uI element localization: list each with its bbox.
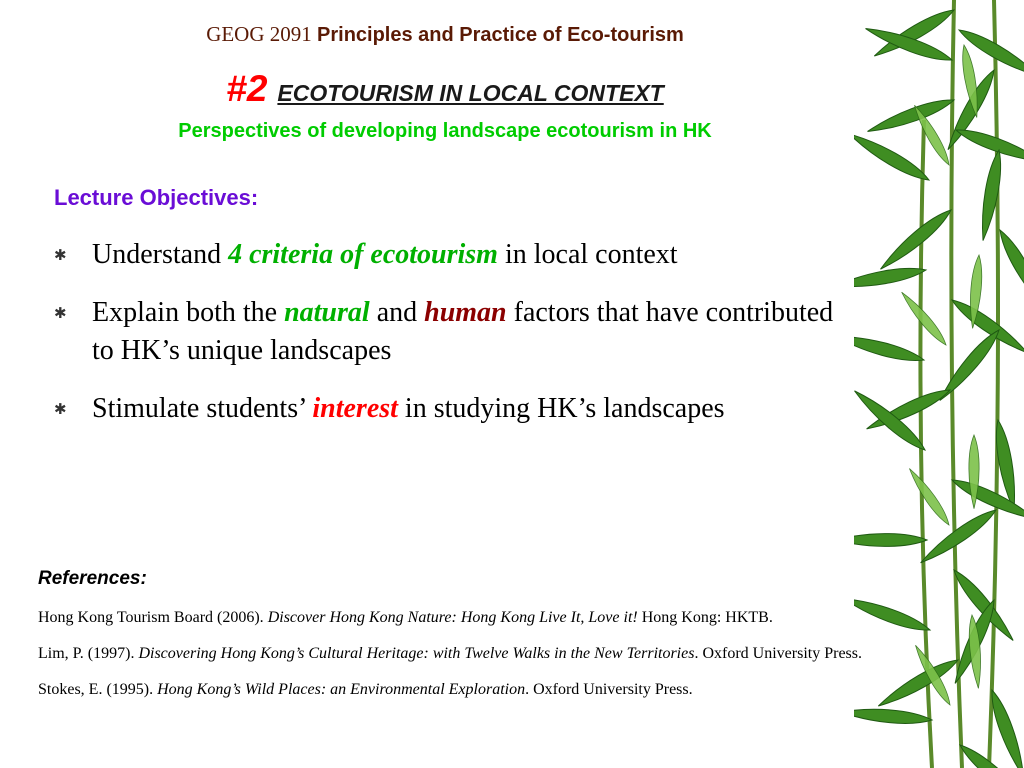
- reference-publisher: Hong Kong: HKTB.: [637, 609, 773, 626]
- references-heading: References:: [38, 568, 147, 589]
- objective-text: Explain both the: [92, 297, 285, 328]
- reference-title: Discover Hong Kong Nature: Hong Kong Live It, Love it!: [267, 609, 638, 626]
- objective-highlight-natural: natural: [284, 297, 370, 328]
- course-line: [0, 22, 890, 47]
- reference-publisher: . Oxford University Press.: [525, 681, 693, 698]
- lecture-subtitle: Perspectives of developing landscape ecotourism in HK: [178, 120, 712, 142]
- objective-text: Understand: [92, 239, 229, 270]
- reference-author: Lim, P. (1997).: [38, 645, 139, 662]
- reference-author: Hong Kong Tourism Board (2006).: [38, 609, 268, 626]
- objectives-list: [54, 236, 854, 448]
- reference-item: [38, 643, 898, 665]
- objective-highlight: 4 criteria of ecotourism: [228, 239, 498, 270]
- course-code: GEOG 2091: [206, 22, 312, 46]
- objective-item: [54, 390, 854, 428]
- asterisk-bullet-icon: ✱: [54, 306, 67, 322]
- objective-highlight-interest: interest: [312, 393, 398, 424]
- lecture-line: [0, 68, 890, 110]
- lecture-title: ECOTOURISM IN LOCAL CONTEXT: [277, 80, 664, 106]
- reference-title: Discovering Hong Kong’s Cultural Heritage: with Twelve Walks in the New Territories: [138, 645, 695, 662]
- objective-text: in local context: [497, 239, 678, 270]
- reference-author: Stokes, E. (1995).: [38, 681, 158, 698]
- lecture-number: #2: [226, 68, 268, 109]
- objective-text: Stimulate students’: [92, 393, 313, 424]
- objectives-heading: Lecture Objectives:: [54, 185, 259, 210]
- reference-title: Hong Kong’s Wild Places: an Environmental Exploration: [157, 681, 526, 698]
- objective-text: factors that have contributed to HK’s unique landscapes: [92, 297, 834, 366]
- reference-item: [38, 607, 898, 629]
- objective-item: [54, 294, 854, 370]
- objective-text: in studying HK’s landscapes: [397, 393, 725, 424]
- objective-text: and: [369, 297, 425, 328]
- reference-publisher: . Oxford University Press.: [694, 645, 862, 662]
- asterisk-bullet-icon: ✱: [54, 248, 67, 264]
- course-title: Principles and Practice of Eco-tourism: [317, 24, 684, 46]
- asterisk-bullet-icon: ✱: [54, 402, 67, 418]
- objective-item: [54, 236, 854, 274]
- reference-item: [38, 679, 898, 701]
- references-list: [38, 607, 898, 715]
- objective-highlight-human: human: [424, 297, 507, 328]
